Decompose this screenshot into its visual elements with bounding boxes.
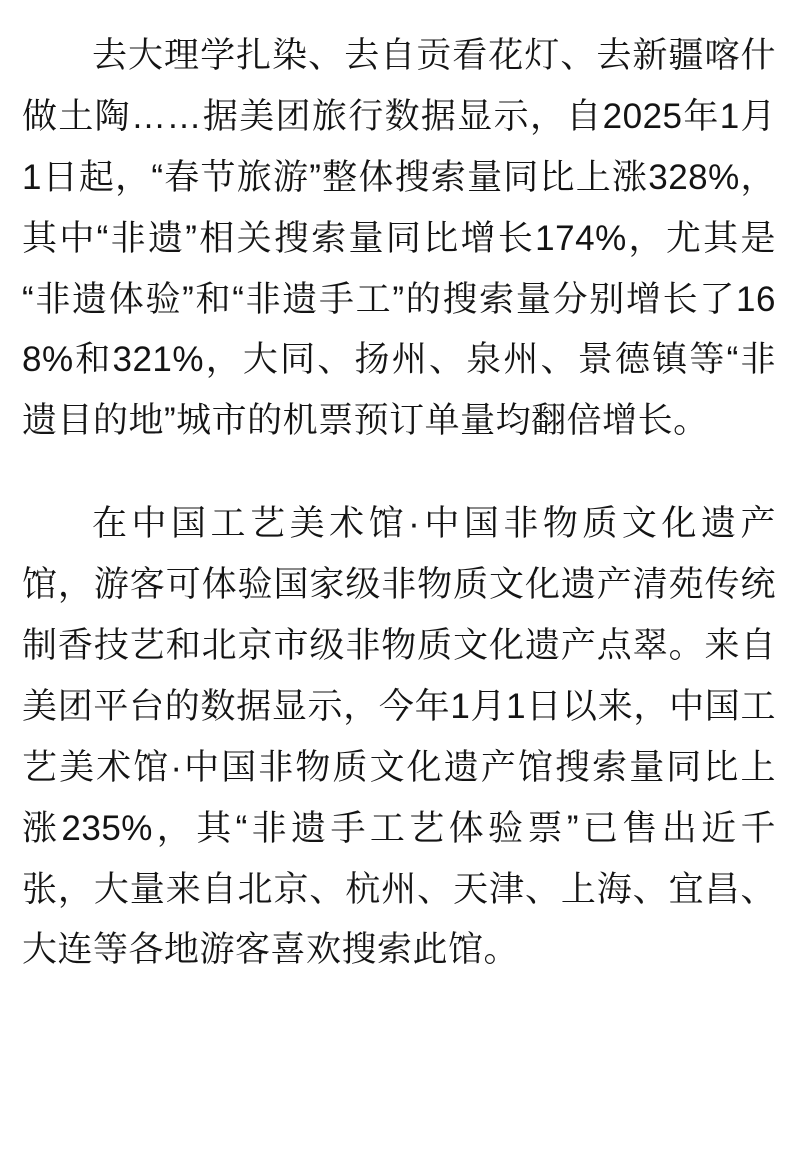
paragraph-2: 在中国工艺美术馆·中国非物质文化遗产馆，游客可体验国家级非物质文化遗产清苑传统制香技艺和北京市级非物质文化遗产点翠。来自美团平台的数据显示，今年1月1日以来，中国工艺美术馆·中国非物质文化遗产馆搜索量同比上涨235%，其“非遗手工艺体验票”已售出近千张，大量来自北京、杭州、天津、上海、宜昌、大连等各地游客喜欢搜索此馆。 xyxy=(22,504,776,970)
paragraph-1: 去大理学扎染、去自贡看花灯、去新疆喀什做土陶……据美团旅行数据显示，自2025年1月1日起，“春节旅游”整体搜索量同比上涨328%，其中“非遗”相关搜索量同比增长174%，尤其是“非遗体验”和“非遗手工”的搜索量分别增长了168%和321%，大同、扬州、泉州、景德镇等“非遗目的地”城市的机票预订单量均翻倍增长。 xyxy=(22,36,776,441)
article-body xyxy=(22,26,776,981)
